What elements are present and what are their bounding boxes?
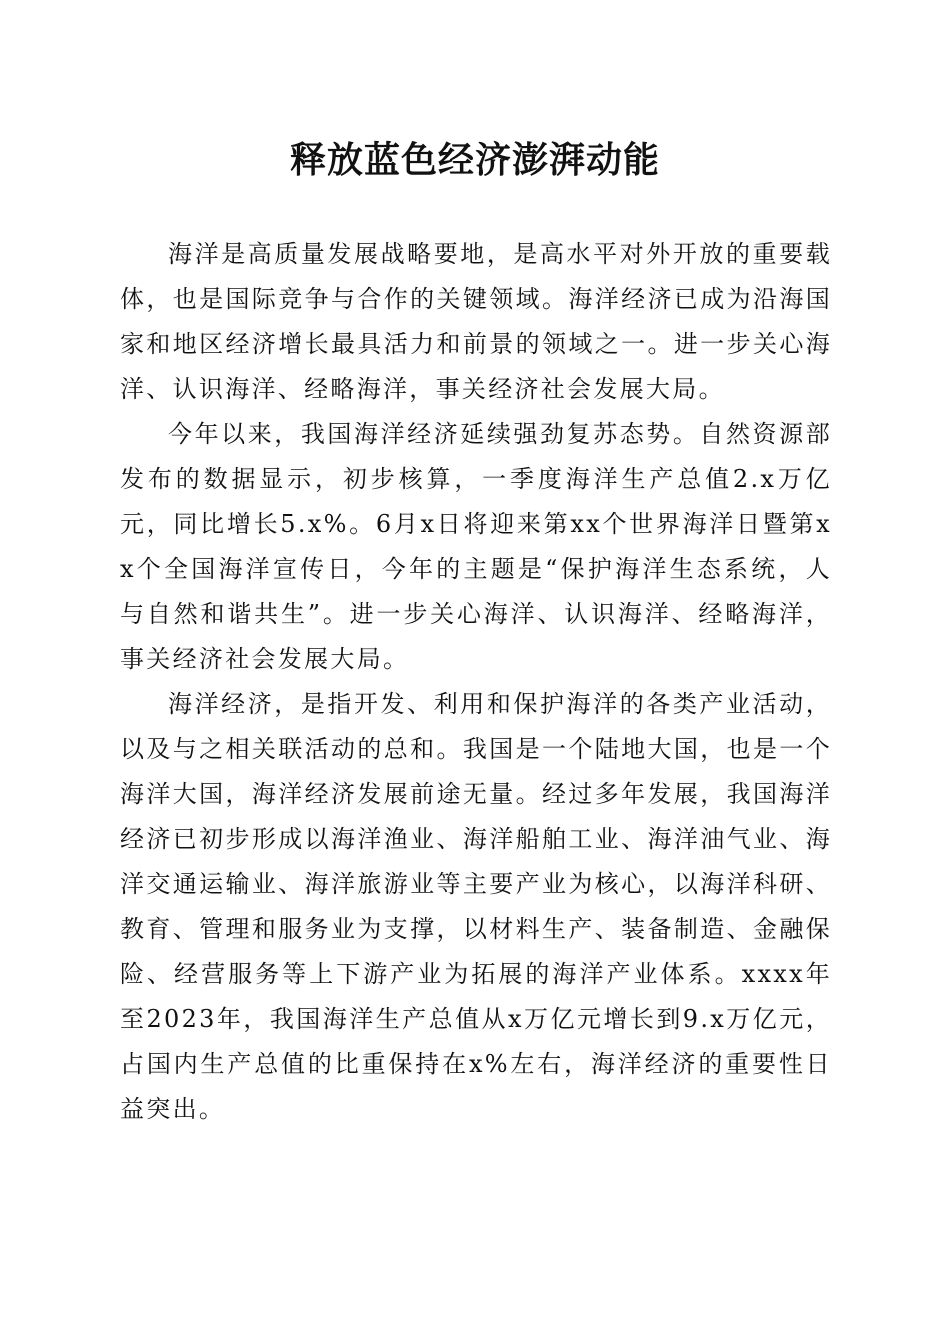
document-body (120, 232, 832, 1132)
paragraph-1: 海洋是高质量发展战略要地，是高水平对外开放的重要载体，也是国际竞争与合作的关键领域。海洋经济已成为沿海国家和地区经济增长最具活力和前景的领域之一。进一步关心海洋、认识海洋、经略海洋，事关经济社会发展大局。 (120, 240, 832, 403)
paragraph-2: 今年以来，我国海洋经济延续强劲复苏态势。自然资源部发布的数据显示，初步核算，一季度海洋生产总值2.x万亿元，同比增长5.x%。6月x日将迎来第xx个世界海洋日暨第xx个全国海洋宣传日，今年的主题是“保护海洋生态系统，人与自然和谐共生”。进一步关心海洋、认识海洋、经略海洋，事关经济社会发展大局。 (120, 420, 832, 673)
paragraph-3: 海洋经济，是指开发、利用和保护海洋的各类产业活动，以及与之相关联活动的总和。我国是一个陆地大国，也是一个海洋大国，海洋经济发展前途无量。经过多年发展，我国海洋经济已初步形成以海洋渔业、海洋船舶工业、海洋油气业、海洋交通运输业、海洋旅游业等主要产业为核心，以海洋科研、教育、管理和服务业为支撑，以材料生产、装备制造、金融保险、经营服务等上下游产业为拓展的海洋产业体系。xxxx年至2023年，我国海洋生产总值从x万亿元增长到9.x万亿元，占国内生产总值的比重保持在x%左右，海洋经济的重要性日益突出。 (120, 690, 832, 1123)
document-title: 释放蓝色经济澎湃动能 (289, 139, 660, 181)
